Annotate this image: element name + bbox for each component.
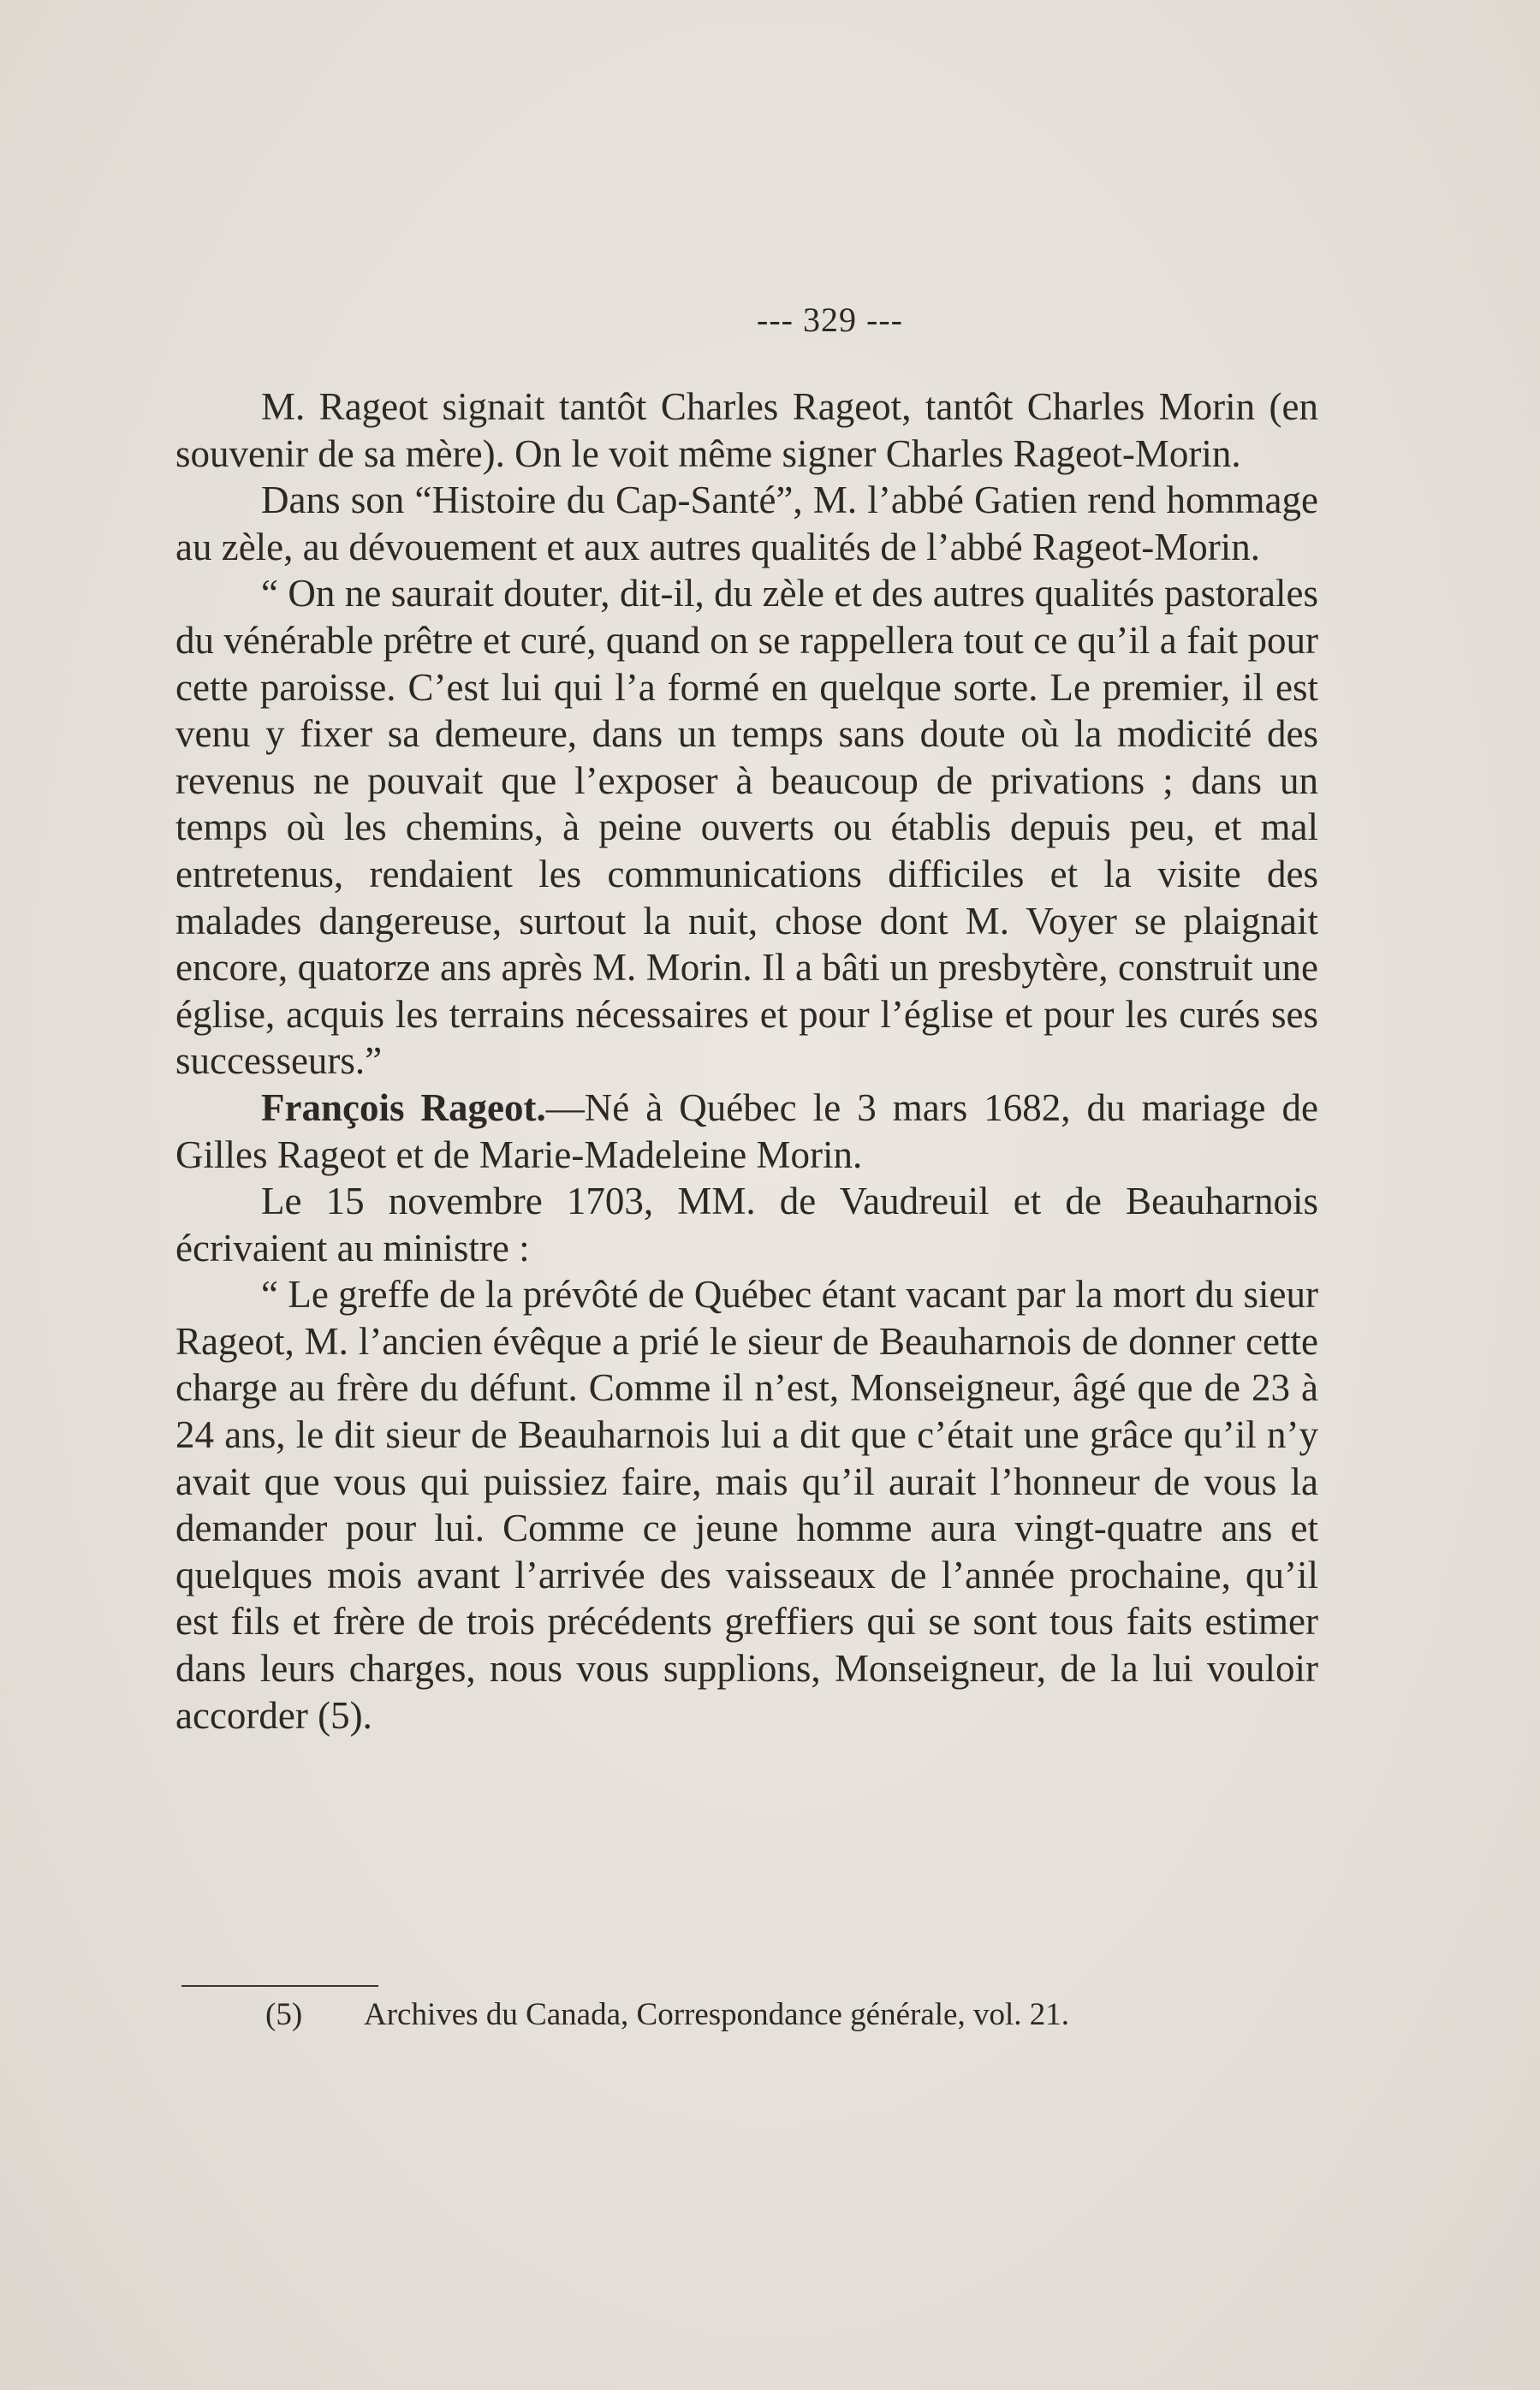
footnote-number: (5) bbox=[265, 1997, 303, 2032]
paragraph-6-text: “ Le greffe de la prévôté de Québec étant vacant par la mort du sieur Rageot, M. l’ancien évêque a prié le sieur de Beauharnois de donner cette charge au frère du défunt. Comme il n’est, Monseigneur, âgé que de 23 à 24 ans, le dit sieur de Beauharnois lui a dit que c’était une grâce qu’il n’y avait que vous qui puissiez faire, mais qu’il aurait l’honneur de vous la demander pour lui. Comme ce jeune homme aura vingt-quatre ans et quelques mois avant l’arrivée des vaisseaux de l’année prochaine, qu’il est fils et frère de trois précédents greffiers qui se sont tous faits estimer dans leurs charges, nous vous supplions, Monseigneur, de la lui vouloir accorder (5). bbox=[175, 1273, 1318, 1737]
page-number: --- 329 --- bbox=[757, 300, 903, 339]
paragraph-1 bbox=[175, 383, 1318, 477]
paragraph-2 bbox=[175, 477, 1318, 570]
paragraph-1-text: M. Rageot signait tantôt Charles Rageot, tantôt Charles Morin (en souvenir de sa mère). On le voit même signer Charles Rageot-Morin. bbox=[175, 385, 1318, 475]
paragraph-4-biography bbox=[175, 1085, 1318, 1178]
paragraph-5 bbox=[175, 1178, 1318, 1271]
paragraph-5-text: Le 15 novembre 1703, MM. de Vaudreuil et de Beauharnois écrivaient au ministre : bbox=[175, 1180, 1318, 1269]
paragraph-4-text: —Né à Québec le 3 mars 1682, du mariage de Gilles Rageot et de Marie-Madeleine Morin. bbox=[175, 1085, 1318, 1176]
body-text bbox=[175, 383, 1318, 1739]
paragraph-6-quote bbox=[175, 1271, 1318, 1739]
footnote-divider bbox=[181, 1985, 378, 1987]
person-name-heading: François Rageot. bbox=[261, 1085, 546, 1129]
paragraph-3-text: “ On ne saurait douter, dit-il, du zèle et des autres qualités pastorales du vénérable prêtre et curé, quand on se rappellera tout ce qu’il a fait pour cette paroisse. C’est lui qui l’a formé en quelque sorte. Le premier, il est venu y fixer sa demeure, dans un temps sans doute où la modicité des revenus ne pouvait que l’exposer à beaucoup de privations ; dans un temps où les chemins, à peine ouverts ou établis depuis peu, et mal entretenus, rendaient les communications difficiles et la visite des malades dangereuse, surtout la nuit, chose dont M. Voyer se plaignait encore, quatorze ans après M. Morin. Il a bâti un presbytère, construit une église, acquis les terrains nécessaires et pour l’église et pour les curés ses successeurs.” bbox=[175, 572, 1318, 1083]
paragraph-2-text: Dans son “Histoire du Cap-Santé”, M. l’abbé Gatien rend hommage au zèle, au dévouement et aux autres qualités de l’abbé Rageot-Morin. bbox=[175, 479, 1318, 568]
paragraph-3-quote bbox=[175, 570, 1318, 1085]
footnote-text: Archives du Canada, Correspondance générale, vol. 21. bbox=[364, 1997, 1069, 2032]
